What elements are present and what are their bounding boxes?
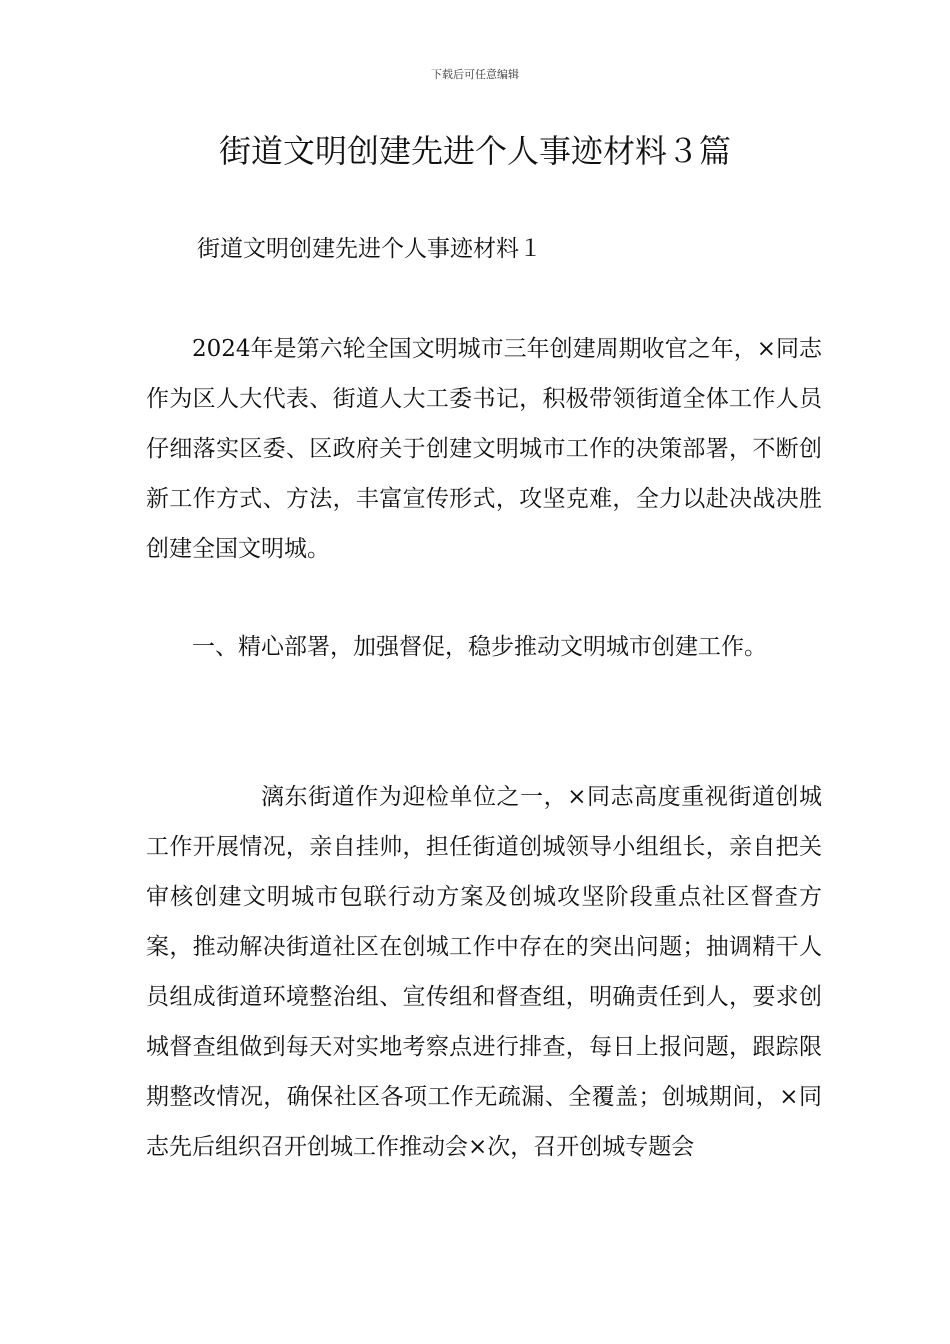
paragraph-heading-1: 一、精心部署，加强督促，稳步推动文明城市创建工作。 [192, 634, 767, 660]
document-title: 街道文明创建先进个人事迹材料３篇 [218, 132, 731, 170]
paragraph-intro: 2024年是第六轮全国文明城市三年创建周期收官之年，×同志作为区人大代表、街道人大工委书记，积极带领街道全体工作人员仔细落实区委、区政府关于创建文明城市工作的决策部署，不断创新工作方式、方法，丰富宣传形式，攻坚克难，全力以赴决战决胜创建全国文明城。 [146, 336, 822, 562]
paragraph-body-1: 漓东街道作为迎检单位之一，×同志高度重视街道创城工作开展情况，亲自挂帅，担任街道创城领导小组组长，亲自把关审核创建文明城市包联行动方案及创城攻坚阶段重点社区督查方案，推动解决街道社区在创城工作中存在的突出问题；抽调精干人员组成街道环境整治组、宣传组和督查组，明确责任到人，要求创城督查组做到每天对实地考察点进行排查，每日上报问题，跟踪限期整改情况，确保社区各项工作无疏漏、全覆盖；创城期间，×同志先后组织召开创城工作推动会×次，召开创城专题会 [146, 784, 822, 1160]
page-header: 下载后可任意编辑 [431, 68, 519, 81]
section-subtitle: 街道文明创建先进个人事迹材料１ [197, 236, 542, 262]
